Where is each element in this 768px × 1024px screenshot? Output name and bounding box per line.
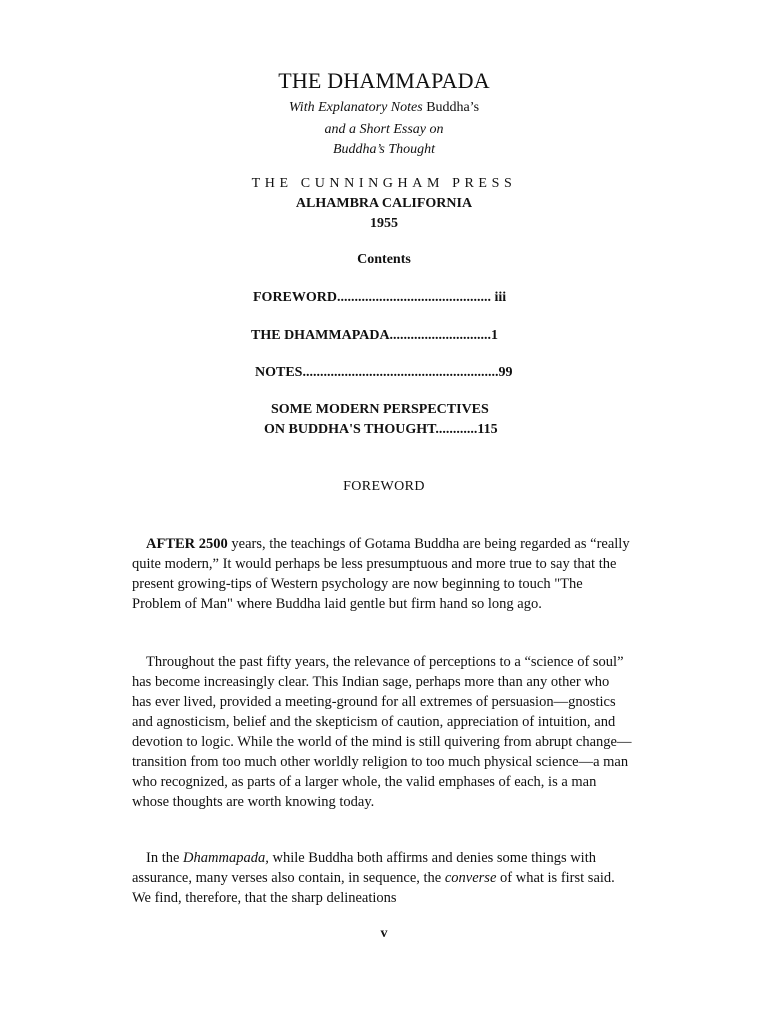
paragraph-3 [132, 848, 632, 908]
subtitle-italic-part: With Explanatory Notes [288, 100, 427, 115]
toc-entry-foreword: FOREWORD............................................ iii [253, 290, 507, 305]
publisher-place: ALHAMBRA CALIFORNIA [295, 196, 473, 211]
paragraph-3-converse-italic: converse [444, 870, 497, 886]
paragraph-3-dhammapada-italic: Dhammapada, [183, 850, 269, 866]
paragraph-2 [132, 652, 632, 812]
book-title: THE DHAMMAPADA [278, 68, 490, 93]
toc-entry-perspectives-line-2: ON BUDDHA'S THOUGHT............115 [264, 422, 498, 437]
publication-year: 1955 [370, 216, 398, 231]
paragraph-3-text-b: while Buddha both affirms and denies some things with assurance, many verses also contain, in sequence, the [132, 850, 596, 886]
paragraph-1-lead: AFTER 2500 [146, 536, 228, 552]
publisher-name: THE CUNNINGHAM PRESS [251, 176, 517, 191]
foreword-heading: FOREWORD [343, 479, 425, 494]
paragraph-3-text-c: of what is first said. We find, therefore, that the sharp delineations [132, 870, 615, 906]
subtitle-upright-part: Buddha’s [426, 100, 480, 115]
subtitle-line-3: Buddha’s Thought [332, 142, 436, 157]
contents-heading: Contents [357, 252, 411, 267]
toc-entry-perspectives-line-1: SOME MODERN PERSPECTIVES [271, 402, 489, 417]
toc-entry-dhammapada: THE DHAMMAPADA.............................1 [251, 328, 499, 343]
page-number: v [380, 926, 388, 941]
paragraph-1 [132, 534, 632, 614]
paragraph-2-text: Throughout the past fifty years, the relevance of perceptions to a “science of soul” has become increasingly clear. This Indian sage, perhaps more than any other who has ever lived, provided a meeting-ground for all extremes of persuasion—gnostics and agnosticism, belief and the skepticism of caution, appreciation of intuition, and devotion to logic. While the world of the mind is still quivering from abrupt change—transition from too much other worldly religion to too much physical science—a man who recognized, as parts of a larger whole, the valid emphases of each, is a man whose thoughts are worth knowing today. [132, 654, 632, 810]
subtitle-line-2: and a Short Essay on [324, 122, 444, 137]
toc-entry-notes: NOTES........................................................99 [255, 365, 513, 380]
paragraph-1-text: years, the teachings of Gotama Buddha are being regarded as “really quite modern,” It would perhaps be less presumptuous and more true to say that the present growing-tips of Western psychology are now beginning to touch "The Problem of Man" where Buddha laid gentle but firm hand so long ago. [132, 536, 630, 612]
subtitle-line-1 [0, 100, 768, 116]
paragraph-3-text-a: In the [146, 850, 184, 866]
